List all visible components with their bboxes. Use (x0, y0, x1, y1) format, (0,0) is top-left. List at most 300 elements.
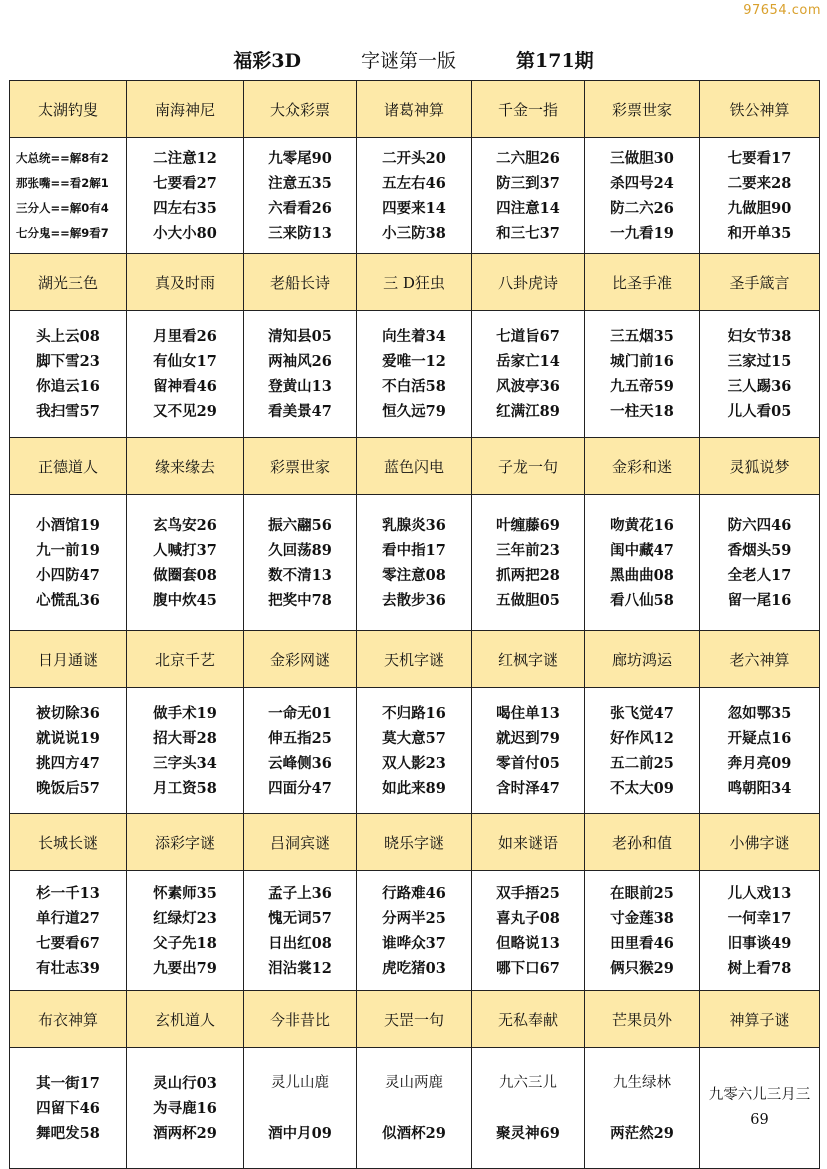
author-name: 玄机道人 (154, 1010, 215, 1029)
column-header (585, 631, 700, 688)
riddle-line: 挑四方47 (36, 754, 100, 772)
riddle-row (10, 1048, 820, 1169)
riddle-cell (357, 311, 472, 438)
riddle-grid (9, 80, 819, 1165)
riddle-line: 单行道27 (36, 909, 100, 927)
riddle-line: 数不清13 (268, 566, 332, 584)
column-header (244, 438, 357, 495)
riddle-line: 月工资58 (153, 779, 217, 797)
riddle-line: 三人踢36 (727, 378, 792, 395)
riddle-line: 人喊打37 (153, 541, 217, 559)
author-name: 日月通谜 (37, 650, 98, 669)
column-header (127, 814, 244, 871)
riddle-line: 好作风12 (610, 729, 674, 747)
riddle-cell (357, 1048, 472, 1169)
column-header (244, 631, 357, 688)
riddle-line: 和三七37 (496, 224, 560, 242)
riddle-line: 有壮志39 (36, 959, 100, 977)
riddle-line: 乳腺炎36 (382, 516, 446, 534)
author-name: 无私奉献 (497, 1010, 558, 1029)
riddle-line: 泪沾裳12 (268, 959, 332, 977)
riddle-line (244, 1096, 356, 1121)
riddle-line: 留一尾16 (727, 591, 792, 609)
author-name: 如来谜语 (497, 833, 558, 852)
author-name: 千金一指 (497, 100, 558, 119)
column-header (700, 81, 820, 138)
riddle-line: 登黄山13 (268, 378, 332, 395)
riddle-line: 云峰侧36 (268, 754, 332, 772)
riddle-row (10, 311, 820, 438)
riddle-line: 四留下46 (36, 1099, 100, 1117)
riddle-cell (127, 495, 244, 631)
riddle-line: 喝住单13 (496, 704, 560, 722)
author-name: 神算子谜 (729, 1010, 790, 1029)
riddle-line: 香烟头59 (727, 541, 792, 559)
riddle-cell (700, 688, 820, 814)
riddle-line: 旧事谈49 (727, 934, 792, 952)
column-header (585, 81, 700, 138)
riddle-cell (585, 495, 700, 631)
author-name: 八卦虎诗 (497, 273, 558, 292)
column-header (127, 438, 244, 495)
riddle-line: 大总统==解8有2 (16, 150, 109, 165)
author-name: 圣手箴言 (729, 273, 790, 292)
header-row (10, 991, 820, 1048)
author-name: 诸葛神算 (383, 100, 444, 119)
author-name: 真及时雨 (154, 273, 215, 292)
riddle-line: 七要看27 (153, 174, 217, 192)
riddle-line: 看中指17 (382, 541, 446, 559)
riddle-line: 其一街17 (36, 1074, 100, 1092)
riddle-cell (700, 871, 820, 991)
author-name: 子龙一句 (497, 457, 558, 476)
riddle-line: 防三到37 (496, 174, 560, 192)
author-name: 晓乐字谜 (383, 833, 444, 852)
riddle-line: 一九看19 (610, 224, 674, 242)
riddle-cell (127, 138, 244, 254)
riddle-line: 脚下雪23 (36, 353, 100, 370)
column-header (585, 438, 700, 495)
title-name: 字谜第一版 (361, 49, 457, 72)
author-name: 蓝色闪电 (383, 457, 444, 476)
riddle-line: 三家过15 (727, 353, 792, 370)
riddle-line: 奔月亮09 (727, 754, 792, 772)
riddle-line: 注意五35 (268, 174, 332, 192)
riddle-line: 零注意08 (382, 566, 446, 584)
riddle-line: 四左右35 (153, 199, 217, 217)
riddle-line: 五左右46 (382, 174, 446, 192)
column-header (700, 991, 820, 1048)
riddle-line: 虎吃猪03 (382, 959, 446, 977)
riddle-cell (700, 1048, 820, 1169)
riddle-line: 分两半25 (382, 909, 446, 927)
column-header (585, 814, 700, 871)
riddle-line: 二开头20 (382, 149, 446, 167)
author-name: 大众彩票 (269, 100, 330, 119)
riddle-line: 杉一千13 (36, 884, 100, 902)
riddle-line: 三分人==解0有4 (16, 200, 109, 215)
riddle-cell (700, 495, 820, 631)
riddle-cell (10, 138, 127, 254)
author-name: 铁公神算 (729, 100, 790, 119)
riddle-line: 鸣朝阳34 (727, 779, 792, 797)
author-name: 三 D狂虫 (383, 273, 445, 292)
author-name: 布衣神算 (37, 1010, 98, 1029)
riddle-line: 头上云08 (36, 328, 100, 345)
column-header (10, 814, 127, 871)
riddle-line: 红绿灯23 (153, 909, 217, 927)
riddle-cell (585, 311, 700, 438)
riddle-line: 田里看46 (610, 934, 674, 952)
riddle-line: 我扫雪57 (36, 403, 100, 420)
column-header (10, 631, 127, 688)
riddle-line: 两袖风26 (268, 353, 332, 370)
riddle-line: 酒中月09 (268, 1124, 332, 1142)
riddle-cell (472, 311, 585, 438)
riddle-line: 四面分47 (268, 779, 332, 797)
riddle-line: 九一前19 (36, 541, 100, 559)
riddle-line: 就迟到79 (496, 729, 560, 747)
riddle-line: 四要来14 (382, 199, 446, 217)
riddle-line: 全老人17 (727, 566, 792, 584)
riddle-line: 九生绿林 (613, 1074, 671, 1091)
riddle-line: 九六三儿 (499, 1074, 557, 1091)
riddle-line: 振六翮56 (268, 516, 332, 534)
riddle-line: 红满江89 (496, 403, 560, 420)
riddle-line: 就说说19 (36, 729, 100, 747)
riddle-cell (10, 871, 127, 991)
riddle-line: 七分鬼==解9看7 (16, 225, 109, 240)
riddle-line: 儿人戏13 (727, 884, 792, 902)
riddle-line: 看八仙58 (610, 591, 674, 609)
author-name: 老六神算 (729, 650, 790, 669)
riddle-line: 做圈套08 (153, 566, 217, 584)
riddle-cell (357, 138, 472, 254)
riddle-line: 三字头34 (153, 754, 217, 772)
riddle-cell (585, 871, 700, 991)
riddle-cell (357, 871, 472, 991)
riddle-line: 酒两杯29 (153, 1124, 217, 1142)
column-header (357, 254, 472, 311)
riddle-line: 看美景47 (268, 403, 332, 420)
author-name: 缘来缘去 (154, 457, 215, 476)
column-header (244, 254, 357, 311)
riddle-line: 腹中炊45 (153, 591, 217, 609)
riddle-line: 岳家亡14 (496, 353, 560, 370)
riddle-line: 小三防38 (382, 224, 446, 242)
author-name: 吕洞宾谜 (269, 833, 330, 852)
column-header (127, 81, 244, 138)
riddle-line (585, 1096, 699, 1121)
riddle-line: 恒久远79 (382, 403, 446, 420)
riddle-cell (127, 311, 244, 438)
riddle-cell (127, 871, 244, 991)
author-name: 南海神尼 (154, 100, 215, 119)
riddle-line: 俩只猴29 (610, 959, 674, 977)
author-name: 今非昔比 (269, 1010, 330, 1029)
header-row (10, 814, 820, 871)
riddle-line: 开疑点16 (727, 729, 792, 747)
author-name: 天罡一句 (383, 1010, 444, 1029)
riddle-line: 妇女节38 (727, 328, 792, 345)
author-name: 北京千艺 (154, 650, 215, 669)
riddle-line: 灵山行03 (153, 1074, 217, 1092)
riddle-line: 你追云16 (36, 378, 100, 395)
riddle-line: 四注意14 (496, 199, 560, 217)
title-issue: 第171期 (516, 49, 594, 72)
column-header (127, 991, 244, 1048)
riddle-line: 心慌乱36 (36, 591, 100, 609)
riddle-line: 去散步36 (382, 591, 446, 609)
riddle-line: 谁哗众37 (382, 934, 446, 952)
column-header (472, 991, 585, 1048)
riddle-line: 清知县05 (268, 328, 332, 345)
riddle-cell (244, 138, 357, 254)
riddle-cell (10, 1048, 127, 1169)
riddle-line: 三做胆30 (610, 149, 674, 167)
riddle-cell (244, 495, 357, 631)
column-header (472, 438, 585, 495)
riddle-line: 抓两把28 (496, 566, 560, 584)
riddle-line: 灵山两鹿 (385, 1074, 443, 1091)
riddle-cell (10, 495, 127, 631)
column-header (472, 254, 585, 311)
riddle-line: 一柱天18 (610, 403, 674, 420)
column-header (10, 254, 127, 311)
title-brand: 福彩3D (233, 49, 301, 72)
riddle-line: 城门前16 (610, 353, 674, 370)
author-name: 湖光三色 (37, 273, 98, 292)
riddle-line: 双手捂25 (496, 884, 560, 902)
riddle-row (10, 688, 820, 814)
column-header (357, 631, 472, 688)
riddle-line: 九五帝59 (610, 378, 674, 395)
author-name: 金彩网谜 (269, 650, 330, 669)
riddle-row (10, 871, 820, 991)
author-name: 芒果员外 (611, 1010, 672, 1029)
riddle-line: 小大小80 (153, 224, 217, 242)
riddle-line: 二六胆26 (496, 149, 560, 167)
site-watermark: 97654.com (743, 3, 821, 18)
column-header (244, 814, 357, 871)
riddle-line: 儿人看05 (727, 403, 792, 420)
author-name: 彩票世家 (269, 457, 330, 476)
riddle-line: 在眼前25 (610, 884, 674, 902)
author-name: 彩票世家 (611, 100, 672, 119)
riddle-line: 月里看26 (153, 328, 217, 345)
column-header (472, 81, 585, 138)
column-header (700, 631, 820, 688)
column-header (357, 814, 472, 871)
riddle-cell (10, 688, 127, 814)
column-header (700, 254, 820, 311)
riddle-line: 忽如鄂35 (727, 704, 792, 722)
riddle-line: 三五烟35 (610, 328, 674, 345)
riddle-line: 九要出79 (153, 959, 217, 977)
riddle-line: 含时泽47 (496, 779, 560, 797)
riddle-cell (244, 688, 357, 814)
riddle-line: 两茫然29 (610, 1124, 674, 1142)
riddle-line: 不太大09 (610, 779, 674, 797)
riddle-line: 但略说13 (496, 934, 560, 952)
column-header (10, 991, 127, 1048)
riddle-line: 做手术19 (153, 704, 217, 722)
author-name: 灵狐说梦 (729, 457, 790, 476)
riddle-cell (357, 495, 472, 631)
author-name: 红枫字谜 (497, 650, 558, 669)
riddle-cell (127, 1048, 244, 1169)
header-row (10, 254, 820, 311)
riddle-line (357, 1096, 471, 1121)
author-name: 老船长诗 (269, 273, 330, 292)
riddle-line: 一何幸17 (727, 909, 792, 927)
riddle-cell (700, 138, 820, 254)
riddle-line: 杀四号24 (610, 174, 674, 192)
riddle-row (10, 495, 820, 631)
riddle-line: 小四防47 (36, 566, 100, 584)
riddle-line: 不白活58 (382, 378, 446, 395)
riddle-cell (357, 688, 472, 814)
riddle-line: 九做胆90 (727, 199, 792, 217)
riddle-line: 行路难46 (382, 884, 446, 902)
riddle-line: 如此来89 (382, 779, 446, 797)
column-header (244, 991, 357, 1048)
riddle-line: 莫大意57 (382, 729, 446, 747)
riddle-line: 留神看46 (153, 378, 217, 395)
riddle-line: 晚饭后57 (36, 779, 100, 797)
riddle-line: 哪下口67 (496, 959, 560, 977)
author-name: 小佛字谜 (729, 833, 790, 852)
riddle-line: 三来防13 (268, 224, 332, 242)
riddle-line: 伸五指25 (268, 729, 332, 747)
riddle-line: 叶缠藤69 (496, 516, 560, 534)
riddle-line: 聚灵神69 (496, 1124, 560, 1142)
column-header (10, 81, 127, 138)
author-name: 廊坊鸿运 (611, 650, 672, 669)
riddle-line: 吻黄花16 (610, 516, 674, 534)
riddle-line: 三年前23 (496, 541, 560, 559)
header-row (10, 81, 820, 138)
column-header (10, 438, 127, 495)
riddle-line: 张飞觉47 (610, 704, 674, 722)
riddle-line: 二要来28 (727, 174, 792, 192)
riddle-line: 零首付05 (496, 754, 560, 772)
riddle-line: 爱唯一12 (382, 353, 446, 370)
riddle-line: 寸金莲38 (610, 909, 674, 927)
riddle-line: 风波亭36 (496, 378, 560, 395)
riddle-line: 孟子上36 (268, 884, 332, 902)
riddle-cell (472, 871, 585, 991)
riddle-line: 愧无词57 (268, 909, 332, 927)
riddle-line: 久回荡89 (268, 541, 332, 559)
riddle-cell (700, 311, 820, 438)
riddle-line: 为寻鹿16 (153, 1099, 217, 1117)
column-header (700, 814, 820, 871)
column-header (127, 254, 244, 311)
riddle-line: 似酒杯29 (382, 1124, 446, 1142)
author-name: 天机字谜 (383, 650, 444, 669)
column-header (700, 438, 820, 495)
column-header (357, 81, 472, 138)
header-row (10, 438, 820, 495)
author-name: 金彩和迷 (611, 457, 672, 476)
riddle-line: 招大哥28 (153, 729, 217, 747)
riddle-line: 防二六26 (610, 199, 674, 217)
riddle-cell (10, 311, 127, 438)
riddle-cell (585, 1048, 700, 1169)
riddle-table (9, 80, 820, 1169)
author-name: 比圣手准 (611, 273, 672, 292)
riddle-cell (127, 688, 244, 814)
riddle-line: 怀素师35 (153, 884, 217, 902)
riddle-cell (244, 1048, 357, 1169)
riddle-line: 又不见29 (153, 403, 217, 420)
column-header (357, 991, 472, 1048)
riddle-line: 喜丸子08 (496, 909, 560, 927)
page-title (0, 40, 827, 78)
riddle-line: 不归路16 (382, 704, 446, 722)
column-header (244, 81, 357, 138)
riddle-cell (472, 688, 585, 814)
column-header (472, 631, 585, 688)
riddle-cell (472, 1048, 585, 1169)
riddle-line: 把奖中78 (268, 591, 332, 609)
riddle-line: 玄鸟安26 (153, 516, 217, 534)
riddle-line: 双人影23 (382, 754, 446, 772)
riddle-cell (585, 138, 700, 254)
riddle-line: 树上看78 (727, 959, 792, 977)
riddle-line: 灵儿山鹿 (271, 1074, 329, 1091)
column-header (472, 814, 585, 871)
riddle-line: 五二前25 (610, 754, 674, 772)
riddle-line: 黑曲曲08 (610, 566, 674, 584)
column-header (357, 438, 472, 495)
riddle-line: 九零六儿三月三69 (708, 1087, 811, 1128)
riddle-line (472, 1096, 584, 1121)
riddle-line: 向生着34 (382, 328, 446, 345)
riddle-line: 闺中藏47 (610, 541, 674, 559)
riddle-line: 七道旨67 (496, 328, 560, 345)
riddle-line: 日出红08 (268, 934, 332, 952)
author-name: 添彩字谜 (154, 833, 215, 852)
riddle-cell (472, 495, 585, 631)
riddle-line: 一命无01 (268, 704, 332, 722)
riddle-row (10, 138, 820, 254)
riddle-cell (244, 871, 357, 991)
riddle-line: 那张嘴==看2解1 (16, 175, 109, 190)
column-header (127, 631, 244, 688)
header-row (10, 631, 820, 688)
riddle-line: 二注意12 (153, 149, 217, 167)
riddle-line: 父子先18 (153, 934, 217, 952)
author-name: 正德道人 (37, 457, 98, 476)
riddle-line: 和开单35 (727, 224, 792, 242)
riddle-line: 有仙女17 (153, 353, 217, 370)
author-name: 太湖钓叟 (37, 100, 98, 119)
riddle-line: 被切除36 (36, 704, 100, 722)
riddle-cell (472, 138, 585, 254)
riddle-line: 防六四46 (727, 516, 792, 534)
column-header (585, 254, 700, 311)
author-name: 老孙和值 (611, 833, 672, 852)
riddle-line: 舞吧发58 (36, 1124, 100, 1142)
riddle-line: 七要看67 (36, 934, 100, 952)
riddle-cell (244, 311, 357, 438)
riddle-cell (585, 688, 700, 814)
column-header (585, 991, 700, 1048)
riddle-line: 五做胆05 (496, 591, 560, 609)
riddle-line: 七要看17 (727, 149, 792, 167)
